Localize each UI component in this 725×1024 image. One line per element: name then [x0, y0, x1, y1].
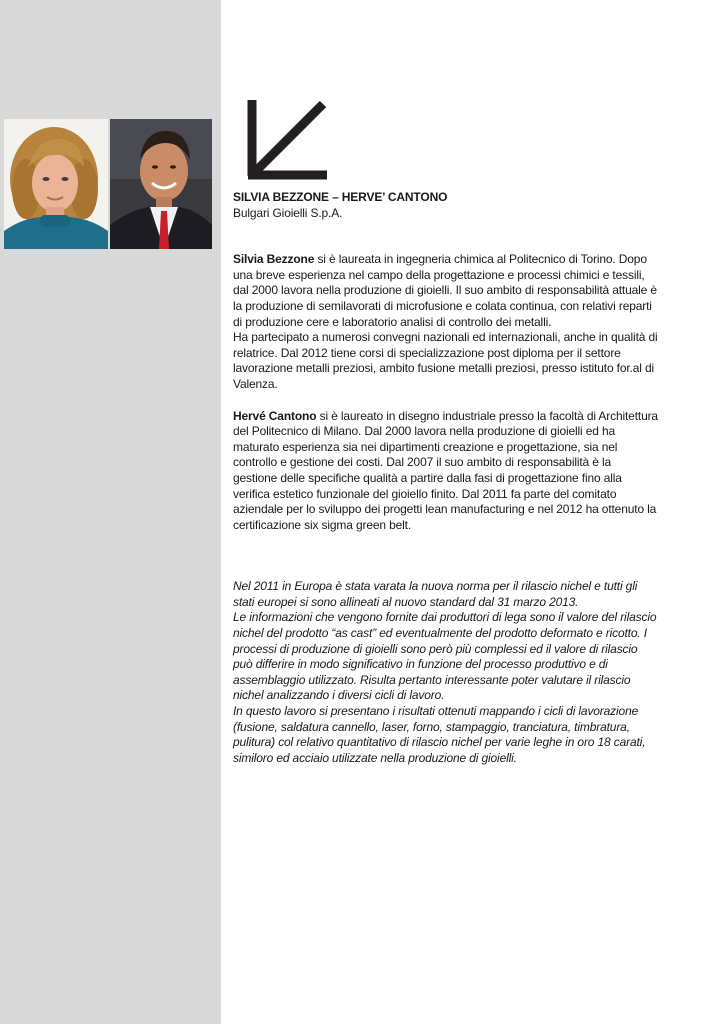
abstract-paragraph-2: Le informazioni che vengono fornite dai produttori di lega sono il valore del rilascio nichel del prodotto “as cast” ed eventualmente del prodotto deformato e ricotto. I processi di produzione di gioielli sono però più complessi ed il valore di rilascio può differire in modo significativo in funzione del processo produttivo e di assemblaggio utilizzato. Risulta pertanto interessante poter valutare il rilascio nichel analizzando i diversi cicli di lavoro. — [233, 610, 657, 703]
abstract-paragraph-1: Nel 2011 in Europa è stata varata la nuova norma per il rilascio nichel e tutti gli stati europei si sono allineati al nuovo standard dal 31 marzo 2013. — [233, 579, 638, 609]
bio-silvia-text-2: Ha partecipato a numerosi convegni nazionali ed internazionali, anche in qualità di relatrice. Dal 2012 tiene corsi di specializzazione post diploma per il settore lavorazione metalli preziosi, ambito fusione metalli preziosi, presso istituto for.al di Valenza. — [233, 330, 658, 391]
company-name: Bulgari Gioielli S.p.A. — [233, 205, 343, 220]
photo-silvia-bezzone — [4, 119, 108, 249]
bio-silvia-name: Silvia Bezzone — [233, 252, 315, 267]
main-content — [233, 190, 658, 766]
abstract-paragraph-3: In questo lavoro si presentano i risultati ottenuti mappando i cicli di lavorazione (fusione, saldatura cannello, laser, forno, stampaggio, tranciatura, timbratura, pulitura) col relativo quantitativo di rilascio nichel per varie leghe in oro 18 carati, similoro ed acciaio utilizzate nella produzione di gioielli. — [233, 704, 646, 765]
abstract — [233, 579, 658, 766]
bio-silvia — [233, 252, 658, 330]
arrow-logo-icon — [245, 98, 329, 182]
bio-silvia-text: si è laureata in ingegneria chimica al Politecnico di Torino. Dopo una breve esperienza nel campo della progettazione e processi chimici e tessili, dal 2000 lavora nella produzione di gioielli. Il suo ambito di responsabilità attuale è la produzione di semilavorati di microfusione e colata continua, con relativi reparti di produzione cere e laboratorio analisi di controllo dei metalli. — [233, 252, 657, 329]
authors-heading: SILVIA BEZZONE – HERVE’ CANTONO — [233, 190, 448, 204]
bio-herve-text: si è laureato in disegno industriale presso la facoltà di Architettura del Politecnico di Milano. Dal 2000 lavora nella produzione di gioielli ed ha maturato esperienza sia nei dipartimenti creazione e progettazione, sia nel controllo e gestione dei costi. Dal 2007 il suo ambito di responsabilità è la gestione delle specifiche qualità a partire dalla fasi di progettazione fino alla verifica estetico funzionale del gioiello finito. Dal 2011 fa parte del comitato aziendale per lo sviluppo dei progetti lean manufacturing e nel 2012 ha ottenuto la certificazione six sigma green belt. — [233, 408, 658, 532]
bio-herve-name: Hervé Cantono — [233, 408, 317, 423]
photo-herve-cantono — [110, 119, 212, 249]
bio-herve — [233, 409, 658, 534]
